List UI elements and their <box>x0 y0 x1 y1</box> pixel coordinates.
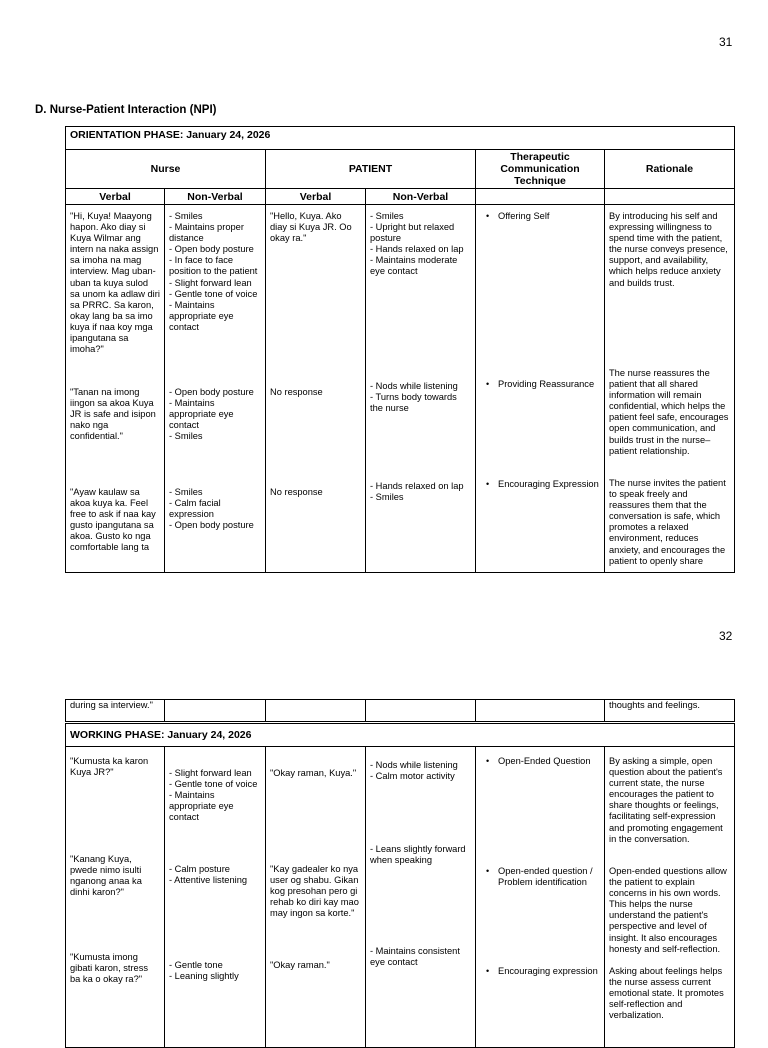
nurse-nonverbal: - Smiles - Maintains proper distance - Open body posture - In face to face position to the patient - Slight forward lean - Gentle tone of voice - Maintains appropriate eye contact <box>169 211 258 332</box>
nurse-nonverbal: - Smiles - Calm facial expression - Open body posture <box>169 487 254 531</box>
bullet-icon: • <box>486 866 490 876</box>
interaction-cell <box>66 205 165 573</box>
technique: Encouraging expression <box>498 966 598 976</box>
technique-item <box>480 966 600 977</box>
patient-verbal: "Kay gadealer ko nya user og shabu. Gikan kog presohan pero gi rehab ko diri kay mao may ingon sa korte." <box>270 864 359 919</box>
orientation-phase-table <box>65 126 735 573</box>
continuation-rationale: thoughts and feelings. <box>605 700 735 722</box>
interaction-cell <box>66 747 165 1048</box>
patient-verbal-header: Verbal <box>266 189 366 205</box>
rationale: Asking about feelings helps the nurse assess current emotional state. It promotes self-reflection and verbalization. <box>609 966 724 1021</box>
empty-cell <box>366 700 476 722</box>
technique: Offering Self <box>498 211 550 221</box>
nurse-verbal: "Hi, Kuya! Maayong hapon. Ako diay si Kuya Wilmar ang intern na naka assign sa imoha na mag interview. Mag uban-uban ta kuya sulod sa unom ka adlaw diri sa PRRC. Sa karon, okay lang ba sa imo kuya if naa koy mga ipangutana sa imoha?" <box>70 211 160 355</box>
interaction-cell <box>366 747 476 1048</box>
interaction-cell <box>165 205 266 573</box>
continuation-nurse-verbal: during sa interview." <box>66 700 165 722</box>
technique: Providing Reassurance <box>498 379 595 389</box>
nurse-nonverbal: - Slight forward lean - Gentle tone of voice - Maintains appropriate eye contact <box>169 768 258 823</box>
working-phase-title: WORKING PHASE: January 24, 2026 <box>66 724 735 747</box>
technique: Open-ended question / Problem identification <box>498 866 593 888</box>
section-title: D. Nurse-Patient Interaction (NPI) <box>35 104 217 116</box>
patient-nonverbal: - Smiles - Upright but relaxed posture - Hands relaxed on lap - Maintains moderate eye contact <box>370 211 464 277</box>
technique: Encouraging Expression <box>498 479 599 489</box>
orientation-phase-title: ORIENTATION PHASE: January 24, 2026 <box>66 127 735 150</box>
patient-nonverbal-header: Non-Verbal <box>366 189 476 205</box>
rationale: Open-ended questions allow the patient to explain concerns in his own words. This helps the nurse understand the patient's perspective and level of insight. It also encourages honesty and self-reflection. <box>609 866 727 954</box>
empty-cell <box>165 700 266 722</box>
nurse-verbal: "Ayaw kaulaw sa akoa kuya ka. Feel free to ask if naa kay gusto ipangutana sa akoa. Gusto ko nga comfortable lang ta <box>70 487 156 553</box>
bullet-icon: • <box>486 966 490 976</box>
working-phase-table <box>65 723 735 1048</box>
patient-verbal: "Hello, Kuya. Ako diay si Kuya JR. Oo okay ra." <box>270 211 352 244</box>
nurse-nonverbal: - Calm posture - Attentive listening <box>169 864 248 886</box>
nurse-verbal: "Kumusta ka karon Kuya JR?" <box>70 756 149 778</box>
continuation-table <box>65 699 735 722</box>
bullet-icon: • <box>486 479 490 489</box>
technique-item <box>480 479 600 490</box>
interaction-cell <box>476 205 605 573</box>
patient-nonverbal: - Leans slightly forward when speaking <box>370 844 466 866</box>
interaction-cell <box>605 747 735 1048</box>
interaction-cell <box>366 205 476 573</box>
patient-verbal: "Okay raman." <box>270 960 330 970</box>
patient-header: PATIENT <box>266 150 476 189</box>
nurse-verbal: "Kumusta imong gibati karon, stress ba ka o okay ra?" <box>70 952 149 985</box>
patient-nonverbal: - Hands relaxed on lap - Smiles <box>370 481 464 503</box>
interaction-cell <box>266 205 366 573</box>
bullet-icon: • <box>486 211 490 221</box>
nurse-nonverbal: - Open body posture - Maintains appropriate eye contact - Smiles <box>169 387 254 442</box>
nurse-nonverbal: - Gentle tone - Leaning slightly <box>169 960 239 982</box>
rationale: By introducing his self and expressing willingness to spend time with the patient, the nurse conveys presence, support, and availability, which helps reduce anxiety and builds trust. <box>609 211 728 288</box>
bullet-icon: • <box>486 756 490 766</box>
empty-header-cell <box>605 189 735 205</box>
rationale-header: Rationale <box>605 150 735 189</box>
technique: Open-Ended Question <box>498 756 591 766</box>
nurse-verbal: "Tanan na imong iingon sa akoa Kuya JR is safe and isipon nako nga confidential." <box>70 387 156 442</box>
technique-header: Therapeutic Communication Technique <box>476 150 605 189</box>
nurse-header: Nurse <box>66 150 266 189</box>
patient-verbal: No response <box>270 487 323 497</box>
technique-item <box>480 866 600 966</box>
bullet-icon: • <box>486 379 490 389</box>
rationale: By asking a simple, open question about the patient's current state, the nurse encourages the patient to share thoughts or feelings, facilitating self-expression and promoting engagement in the conversation. <box>609 756 723 844</box>
patient-verbal: No response <box>270 387 323 397</box>
page-number: 32 <box>719 629 733 643</box>
rationale: The nurse reassures the patient that all shared information will remain confidential, which helps the patient feel safe, encourages open communication, and builds trust in the nurse–patient relationship. <box>609 368 729 456</box>
technique-item <box>480 379 600 479</box>
nurse-verbal-header: Verbal <box>66 189 165 205</box>
interaction-cell <box>476 747 605 1048</box>
empty-header-cell <box>476 189 605 205</box>
patient-nonverbal: - Nods while listening - Turns body towards the nurse <box>370 381 458 414</box>
patient-verbal: "Okay raman, Kuya." <box>270 768 357 778</box>
interaction-cell <box>266 747 366 1048</box>
interaction-cell <box>605 205 735 573</box>
rationale: The nurse invites the patient to speak freely and reassures them that the conversation is safe, which promotes a relaxed environment, reduces anxiety, and encourages the patient to openly share <box>609 478 726 566</box>
nurse-verbal: "Kanang Kuya, pwede nimo isulti nganong anaa ka dinhi karon?" <box>70 854 142 898</box>
nurse-nonverbal-header: Non-Verbal <box>165 189 266 205</box>
empty-cell <box>266 700 366 722</box>
interaction-cell <box>165 747 266 1048</box>
page-number: 31 <box>719 35 733 49</box>
empty-cell <box>476 700 605 722</box>
patient-nonverbal: - Maintains consistent eye contact <box>370 946 460 968</box>
patient-nonverbal: - Nods while listening - Calm motor activity <box>370 760 458 782</box>
technique-item <box>480 756 600 866</box>
technique-item <box>480 211 600 379</box>
